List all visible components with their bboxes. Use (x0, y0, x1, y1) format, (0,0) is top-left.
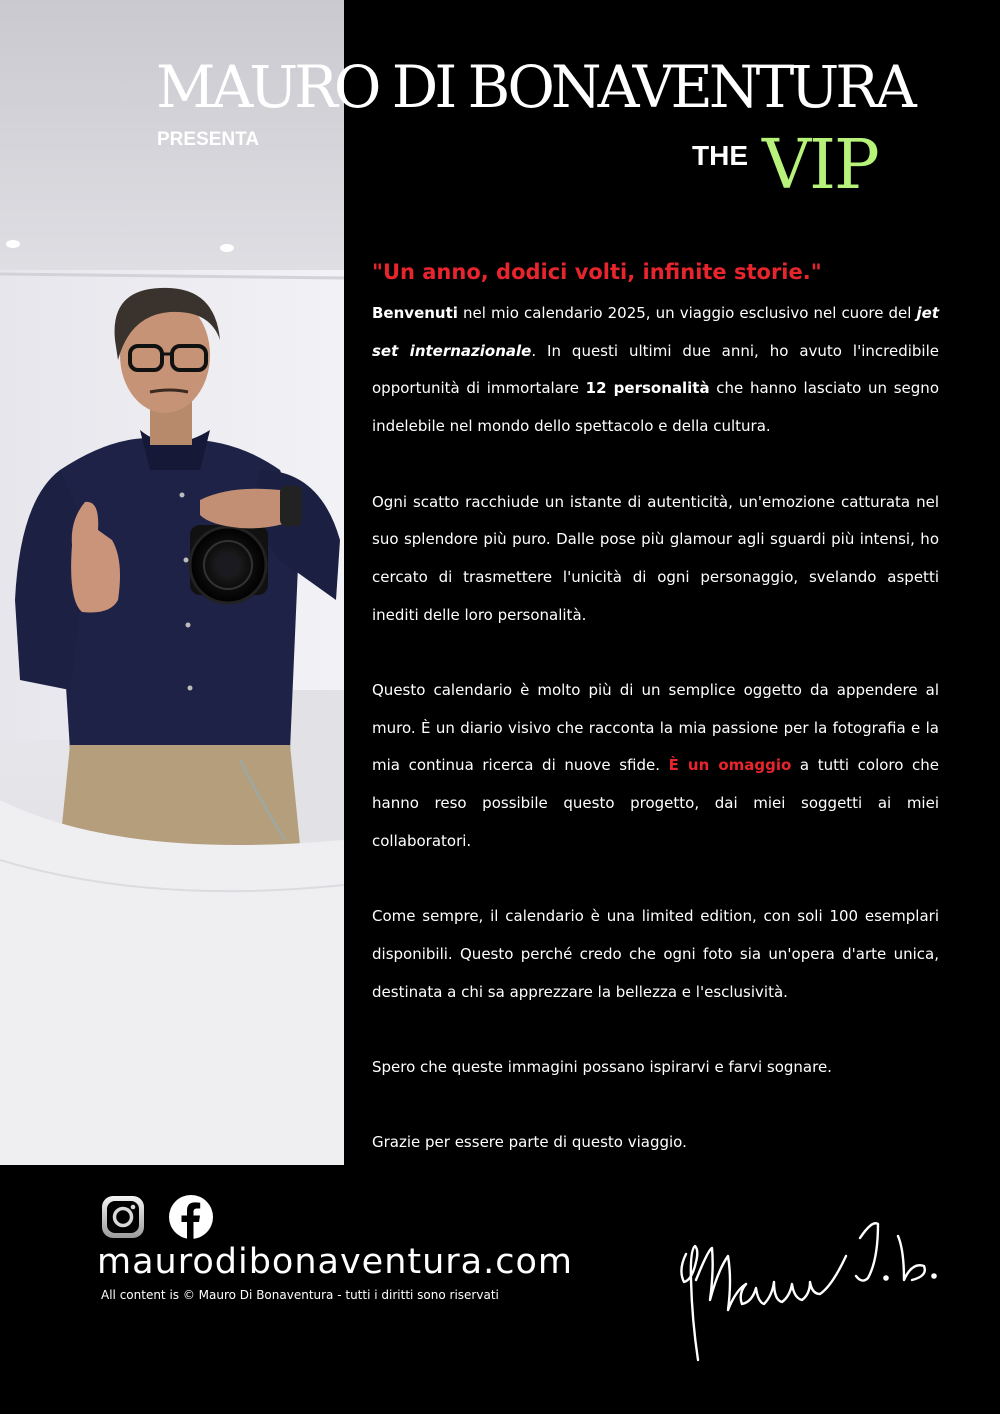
omaggio-highlight: È un omaggio (668, 756, 792, 775)
intro-text (372, 295, 939, 1162)
copyright-notice: All content is © Mauro Di Bonaventura - tutti i diritti sono riservati (101, 1288, 499, 1302)
vip-label: VIP (762, 126, 878, 205)
paragraph-3 (372, 672, 939, 861)
paragraph-1 (372, 295, 939, 446)
jet-set-phrase: jet set internazionale (372, 304, 939, 360)
paragraph-1-part: nel mio calendario 2025, un viaggio esclusivo nel cuore del (457, 304, 917, 322)
presenta-label: PRESENTA (157, 129, 260, 150)
facebook-icon[interactable] (168, 1194, 214, 1240)
paragraph-3-part: a tutti coloro che hanno reso possibile questo progetto, dai miei soggetti ai miei collaboratori. (372, 756, 940, 850)
paragraph-1-part: che hanno lasciato un segno indelebile nel mondo dello spettacolo e della cultura. (372, 379, 939, 436)
welcome-word: Benvenuti (372, 304, 458, 322)
paragraph-6: Grazie per essere parte di questo viaggio. (372, 1133, 687, 1152)
headline-quote: "Un anno, dodici volti, infinite storie." (372, 260, 822, 284)
brand-title: MAURO DI BONAVENTURA (156, 53, 913, 121)
paragraph-2: Ogni scatto racchiude un istante di autenticità, un'emozione catturata nel suo splendore più puro. Dalle pose più glamour agli sguardi più intensi, ho cercato di trasmettere l'unicità di ogni personaggio, svelando aspetti inediti delle loro personalità. (372, 492, 939, 624)
photographer-photo (0, 0, 344, 1165)
paragraph-1-part: . In questi ultimi due anni, ho avuto l'incredibile opportunità di immortalare (372, 341, 939, 398)
paragraph-4: Come sempre, il calendario è una limited edition, con soli 100 esemplari disponibili. Questo perché credo che ogni foto sia un'opera d'arte unica, destinata a chi sa apprezzare la bellezza e l'esclusività. (372, 907, 939, 1001)
paragraph-5: Spero che queste immagini possano ispirarvi e farvi sognare. (372, 1058, 832, 1076)
social-links (100, 1194, 214, 1240)
website-link[interactable]: maurodibonaventura.com (97, 1242, 574, 1282)
paragraph-3-part: Questo calendario è molto più di un semplice oggetto da appendere al muro. È un diario visivo che racconta la mia passione per la fotografia e la mia continua ricerca di nuove sfide. (372, 681, 939, 775)
instagram-icon[interactable] (100, 1194, 146, 1240)
twelve-personalities: 12 personalità (585, 379, 710, 398)
signature (672, 1210, 952, 1370)
the-label: THE (692, 140, 748, 171)
